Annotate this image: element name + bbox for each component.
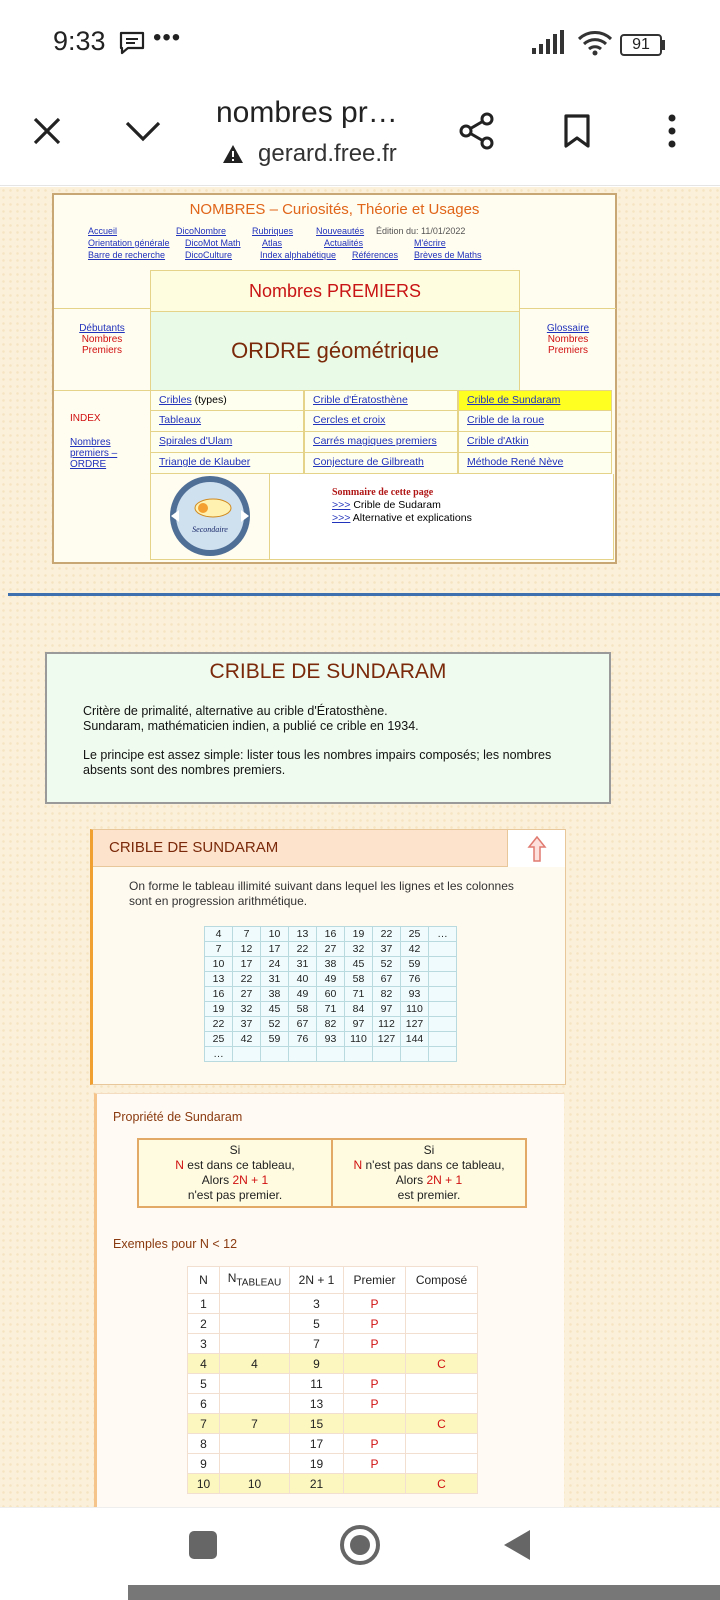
nav-link[interactable]: DicoMot Math bbox=[185, 238, 241, 248]
property-label: Propriété de Sundaram bbox=[113, 1110, 243, 1124]
table-cell bbox=[220, 1294, 290, 1314]
table-cell: 59 bbox=[401, 957, 429, 972]
table-cell: 93 bbox=[317, 1032, 345, 1047]
table-cell: 127 bbox=[373, 1032, 401, 1047]
table-cell: 110 bbox=[401, 1002, 429, 1017]
table-cell: 17 bbox=[233, 957, 261, 972]
nav-link[interactable]: DicoNombre bbox=[176, 226, 227, 236]
table-cell: 22 bbox=[373, 927, 401, 942]
nav-link[interactable]: Rubriques bbox=[252, 226, 294, 236]
property-box bbox=[137, 1138, 527, 1208]
topic-link[interactable] bbox=[150, 432, 304, 453]
glossary-link[interactable] bbox=[520, 308, 616, 390]
home-button[interactable] bbox=[339, 1524, 381, 1566]
table-cell: 58 bbox=[289, 1002, 317, 1017]
site-title: NOMBRES – Curiosités, Théorie et Usages bbox=[189, 201, 480, 218]
table-cell: C bbox=[406, 1354, 478, 1374]
topic-link[interactable] bbox=[304, 411, 458, 432]
nav-link[interactable]: Références bbox=[352, 250, 399, 260]
close-icon bbox=[32, 116, 62, 146]
table-cell: 52 bbox=[261, 1017, 289, 1032]
table-cell: 8 bbox=[188, 1434, 220, 1454]
back-button[interactable] bbox=[502, 1528, 532, 1562]
table-cell bbox=[344, 1474, 406, 1494]
table-cell: 71 bbox=[345, 987, 373, 1002]
index-link-line: Nombres bbox=[70, 437, 111, 448]
table-cell bbox=[220, 1434, 290, 1454]
table-cell bbox=[220, 1394, 290, 1414]
table-cell: P bbox=[344, 1334, 406, 1354]
table-cell: 19 bbox=[205, 1002, 233, 1017]
table-cell: 22 bbox=[289, 942, 317, 957]
crible-title: CRIBLE DE SUNDARAM bbox=[209, 660, 447, 683]
table-row bbox=[205, 1047, 457, 1062]
table-cell bbox=[406, 1454, 478, 1474]
prop-expr: 2N + 1 bbox=[232, 1173, 269, 1187]
topic-link[interactable] bbox=[150, 453, 304, 474]
table-cell: 10 bbox=[205, 957, 233, 972]
beginners-sub-1: Nombres bbox=[81, 334, 123, 345]
examples-label: Exemples pour N < 12 bbox=[113, 1237, 238, 1251]
table-cell bbox=[344, 1354, 406, 1374]
table-cell: 32 bbox=[233, 1002, 261, 1017]
prop-expr: 2N + 1 bbox=[426, 1173, 463, 1187]
table-cell: 82 bbox=[317, 1017, 345, 1032]
nav-link[interactable]: M'écrire bbox=[414, 238, 446, 248]
nav-link[interactable]: Index alphabétique bbox=[260, 250, 337, 260]
table-cell: 3 bbox=[188, 1334, 220, 1354]
nav-link[interactable]: DicoCulture bbox=[185, 250, 233, 260]
table-cell: 19 bbox=[345, 927, 373, 942]
table-cell: 5 bbox=[290, 1314, 344, 1334]
table-cell: 45 bbox=[261, 1002, 289, 1017]
table-cell: 25 bbox=[401, 927, 429, 942]
logo-text: Secondaire bbox=[192, 525, 228, 534]
table-row bbox=[188, 1334, 478, 1354]
table-cell: 21 bbox=[290, 1474, 344, 1494]
table-row bbox=[188, 1394, 478, 1414]
topic-link-label: Carrés magiques premiers bbox=[313, 435, 437, 447]
index-cell bbox=[54, 390, 150, 560]
more-notifications-icon: ••• bbox=[153, 24, 182, 51]
table-cell: 58 bbox=[345, 972, 373, 987]
topic-link-label: Crible de Sundaram bbox=[467, 394, 561, 406]
col-expr: 2N + 1 bbox=[290, 1267, 344, 1294]
url-text: gerard.free.fr bbox=[258, 140, 397, 167]
table-cell: 25 bbox=[205, 1032, 233, 1047]
glossary-sub-2: Premiers bbox=[547, 345, 588, 356]
nav-link[interactable]: Brèves de Maths bbox=[414, 250, 482, 260]
table-cell bbox=[429, 972, 457, 987]
table-row bbox=[188, 1474, 478, 1494]
sundaram-table bbox=[204, 926, 457, 1062]
topic-grid bbox=[150, 390, 614, 474]
table-cell bbox=[429, 942, 457, 957]
bookmark-icon bbox=[563, 114, 591, 148]
table-cell: 15 bbox=[290, 1414, 344, 1434]
table-cell: 5 bbox=[188, 1374, 220, 1394]
table-row bbox=[188, 1414, 478, 1434]
table-row bbox=[188, 1354, 478, 1374]
prop-line3: n'est pas premier. bbox=[187, 1188, 283, 1202]
table-cell bbox=[406, 1394, 478, 1414]
crible-text-1: Critère de primalité, alternative au crible d'Ératosthène. bbox=[83, 704, 388, 718]
status-bar bbox=[0, 0, 720, 80]
table-cell: P bbox=[344, 1294, 406, 1314]
table-cell bbox=[289, 1047, 317, 1062]
table-cell: 10 bbox=[188, 1474, 220, 1494]
section-desc-line: On forme le tableau illimité suivant dans lequel les lignes et les colonnes bbox=[129, 879, 514, 893]
table-cell bbox=[429, 957, 457, 972]
table-cell: 7 bbox=[188, 1414, 220, 1434]
topic-link-current[interactable] bbox=[458, 390, 612, 411]
table-cell: 38 bbox=[317, 957, 345, 972]
table-cell: 17 bbox=[261, 942, 289, 957]
glossary-sub-1: Nombres bbox=[547, 334, 589, 345]
property-left bbox=[139, 1140, 331, 1206]
index-link-line: premiers – bbox=[70, 448, 118, 459]
table-cell: 60 bbox=[317, 987, 345, 1002]
topic-link[interactable] bbox=[458, 411, 612, 432]
table-cell: 144 bbox=[401, 1032, 429, 1047]
prop-line3: est premier. bbox=[397, 1188, 461, 1202]
table-cell: 7 bbox=[205, 942, 233, 957]
topic-link-cribles[interactable] bbox=[150, 390, 304, 411]
topic-link-label: Méthode René Nève bbox=[467, 456, 564, 468]
summary-heading: Sommaire de cette page bbox=[332, 487, 434, 498]
table-cell bbox=[406, 1294, 478, 1314]
menu-button[interactable] bbox=[647, 106, 697, 156]
table-cell: 22 bbox=[205, 1017, 233, 1032]
table-row bbox=[188, 1454, 478, 1474]
topic-link[interactable] bbox=[458, 432, 612, 453]
table-cell: 4 bbox=[205, 927, 233, 942]
table-cell: P bbox=[344, 1314, 406, 1334]
topic-row bbox=[150, 390, 614, 411]
table-cell bbox=[429, 1017, 457, 1032]
page-summary bbox=[270, 474, 614, 560]
summary-item[interactable] bbox=[332, 512, 613, 525]
warning-icon bbox=[222, 144, 244, 164]
table-cell: 10 bbox=[220, 1474, 290, 1494]
table-cell: 16 bbox=[317, 927, 345, 942]
table-cell: 49 bbox=[289, 987, 317, 1002]
col-compose: Composé bbox=[406, 1267, 478, 1294]
table-cell: 42 bbox=[401, 942, 429, 957]
table-row bbox=[205, 1032, 457, 1047]
table-cell: 42 bbox=[233, 1032, 261, 1047]
prop-n: N bbox=[353, 1158, 363, 1172]
topic-link-label: Crible d'Atkin bbox=[467, 435, 529, 447]
topic-link-label: Tableaux bbox=[159, 414, 202, 426]
table-cell: 24 bbox=[261, 957, 289, 972]
table-cell: 19 bbox=[290, 1454, 344, 1474]
table-cell: 12 bbox=[233, 942, 261, 957]
nav-col-2 bbox=[176, 225, 241, 261]
col-ntableau bbox=[220, 1267, 290, 1294]
secondaire-logo-cell bbox=[150, 474, 270, 560]
nav-col-5 bbox=[376, 225, 482, 261]
topic-link-label: Crible d'Ératosthène bbox=[313, 394, 408, 406]
prop-alors: Alors bbox=[395, 1173, 427, 1187]
table-cell: 31 bbox=[261, 972, 289, 987]
table-cell: P bbox=[344, 1374, 406, 1394]
crible-text-3: Le principe est assez simple: lister tous les nombres impairs composés; les nombres bbox=[83, 748, 552, 762]
table-row bbox=[205, 972, 457, 987]
table-row bbox=[188, 1294, 478, 1314]
table-cell: 59 bbox=[261, 1032, 289, 1047]
table-cell: 110 bbox=[345, 1032, 373, 1047]
table-cell: 93 bbox=[401, 987, 429, 1002]
section-desc-line: sont en progression arithmétique. bbox=[129, 894, 308, 908]
section-desc bbox=[129, 879, 539, 909]
table-cell: C bbox=[406, 1414, 478, 1434]
table-cell: 9 bbox=[188, 1454, 220, 1474]
table-cell bbox=[401, 1047, 429, 1062]
site-header bbox=[52, 193, 617, 564]
signal-icon bbox=[532, 30, 566, 54]
table-cell bbox=[220, 1334, 290, 1354]
table-cell bbox=[317, 1047, 345, 1062]
table-cell bbox=[429, 1047, 457, 1062]
table-cell bbox=[406, 1334, 478, 1354]
table-row bbox=[205, 987, 457, 1002]
nav-link[interactable]: Atlas bbox=[262, 238, 283, 248]
prop-line1: n'est pas dans ce tableau, bbox=[362, 1158, 505, 1172]
table-cell bbox=[429, 1032, 457, 1047]
table-cell: P bbox=[344, 1434, 406, 1454]
table-header-row bbox=[188, 1267, 478, 1294]
secondaire-logo[interactable] bbox=[151, 474, 269, 558]
beginners-sub-2: Premiers bbox=[81, 345, 122, 356]
table-cell: 27 bbox=[317, 942, 345, 957]
table-cell: … bbox=[429, 927, 457, 942]
table-cell: 52 bbox=[373, 957, 401, 972]
web-content bbox=[0, 187, 720, 1507]
section-title: CRIBLE DE SUNDARAM bbox=[109, 839, 279, 856]
nav-link[interactable]: Orientation générale bbox=[88, 238, 170, 248]
index-link-line: ORDRE bbox=[70, 459, 107, 470]
table-cell bbox=[429, 987, 457, 1002]
table-cell: 97 bbox=[373, 1002, 401, 1017]
table-cell: 1 bbox=[188, 1294, 220, 1314]
topic-link-label: Triangle de Klauber bbox=[159, 456, 251, 468]
table-cell bbox=[220, 1374, 290, 1394]
message-icon bbox=[118, 30, 146, 56]
table-cell bbox=[261, 1047, 289, 1062]
nav-link[interactable]: Actualités bbox=[324, 238, 364, 248]
topic-row bbox=[150, 453, 614, 474]
page-title: nombres pr… bbox=[216, 96, 398, 129]
beginners-label: Débutants bbox=[79, 323, 125, 334]
table-row bbox=[188, 1434, 478, 1454]
table-cell bbox=[406, 1374, 478, 1394]
col-ntab-main: N bbox=[227, 1271, 237, 1286]
share-button[interactable] bbox=[452, 106, 502, 156]
table-cell: 13 bbox=[289, 927, 317, 942]
table-cell: 10 bbox=[261, 927, 289, 942]
topic-row bbox=[150, 411, 614, 432]
table-cell: 22 bbox=[233, 972, 261, 987]
table-cell: 27 bbox=[233, 987, 261, 1002]
table-row bbox=[205, 942, 457, 957]
summary-arrow: >>> bbox=[332, 499, 351, 511]
wifi-icon bbox=[577, 30, 613, 56]
crible-text-4: absents sont des nombres premiers. bbox=[83, 763, 286, 777]
table-cell: 40 bbox=[289, 972, 317, 987]
table-cell: 38 bbox=[261, 987, 289, 1002]
col-n: N bbox=[188, 1267, 220, 1294]
table-cell bbox=[406, 1434, 478, 1454]
table-cell: 4 bbox=[188, 1354, 220, 1374]
recents-button[interactable] bbox=[188, 1530, 218, 1560]
col-premier: Premier bbox=[344, 1267, 406, 1294]
table-row bbox=[205, 1017, 457, 1032]
crible-text-2: Sundaram, mathématicien indien, a publié ce crible en 1934. bbox=[83, 719, 419, 733]
summary-item-label: Crible de Sudaram bbox=[353, 499, 441, 511]
table-cell: 7 bbox=[220, 1414, 290, 1434]
table-cell bbox=[406, 1314, 478, 1334]
topic-link-label: Cercles et croix bbox=[313, 414, 386, 426]
table-cell: 49 bbox=[317, 972, 345, 987]
table-row bbox=[188, 1314, 478, 1334]
index-link[interactable] bbox=[70, 437, 150, 470]
table-cell: 76 bbox=[289, 1032, 317, 1047]
battery-level: 91 bbox=[620, 34, 662, 56]
nav-link[interactable]: Accueil bbox=[88, 226, 118, 236]
examples-table bbox=[187, 1266, 478, 1494]
share-icon bbox=[458, 112, 496, 150]
primes-title: Nombres PREMIERS bbox=[150, 270, 520, 312]
table-cell: 71 bbox=[317, 1002, 345, 1017]
table-cell: P bbox=[344, 1454, 406, 1474]
nav-col-1 bbox=[88, 225, 170, 261]
table-cell bbox=[233, 1047, 261, 1062]
table-cell: 4 bbox=[220, 1354, 290, 1374]
table-cell: 67 bbox=[289, 1017, 317, 1032]
topic-link[interactable] bbox=[304, 453, 458, 474]
table-cell: C bbox=[406, 1474, 478, 1494]
table-cell: 13 bbox=[290, 1394, 344, 1414]
table-row bbox=[205, 927, 457, 942]
nav-link[interactable]: Nouveautés bbox=[316, 226, 365, 236]
battery-icon bbox=[662, 40, 665, 50]
topic-link[interactable] bbox=[150, 411, 304, 432]
table-cell: 7 bbox=[290, 1334, 344, 1354]
table-row bbox=[188, 1374, 478, 1394]
table-cell bbox=[429, 1002, 457, 1017]
table-cell: 11 bbox=[290, 1374, 344, 1394]
table-cell: 37 bbox=[373, 942, 401, 957]
col-ntab-sub: TABLEAU bbox=[236, 1277, 282, 1289]
table-cell: 2 bbox=[188, 1314, 220, 1334]
topic-row bbox=[150, 432, 614, 453]
beginners-link[interactable] bbox=[54, 308, 150, 390]
topic-link[interactable] bbox=[458, 453, 612, 474]
glossary-label: Glossaire bbox=[546, 323, 590, 334]
table-cell: 3 bbox=[290, 1294, 344, 1314]
property-section bbox=[94, 1093, 564, 1507]
table-cell: 82 bbox=[373, 987, 401, 1002]
property-right bbox=[331, 1140, 525, 1206]
prop-alors: Alors bbox=[201, 1173, 233, 1187]
more-vert-icon bbox=[667, 114, 677, 148]
prop-n: N bbox=[175, 1158, 184, 1172]
table-cell bbox=[220, 1454, 290, 1474]
summary-arrow: >>> bbox=[332, 512, 351, 524]
edition-date: Édition du: 11/01/2022 bbox=[376, 226, 466, 236]
topic-suffix: (types) bbox=[191, 394, 227, 406]
table-cell: … bbox=[205, 1047, 233, 1062]
summary-item-label: Alternative et explications bbox=[352, 512, 472, 524]
table-cell: 6 bbox=[188, 1394, 220, 1414]
table-cell: 32 bbox=[345, 942, 373, 957]
topic-link-label: Conjecture de Gilbreath bbox=[313, 456, 424, 468]
table-cell bbox=[345, 1047, 373, 1062]
table-cell: 9 bbox=[290, 1354, 344, 1374]
topic-link[interactable] bbox=[304, 432, 458, 453]
table-cell: 127 bbox=[401, 1017, 429, 1032]
url-display[interactable] bbox=[222, 140, 397, 168]
close-button[interactable] bbox=[22, 106, 72, 156]
table-cell: 13 bbox=[205, 972, 233, 987]
table-cell: 16 bbox=[205, 987, 233, 1002]
table-row bbox=[205, 957, 457, 972]
status-time: 9:33 bbox=[53, 26, 106, 56]
bookmark-button[interactable] bbox=[552, 106, 602, 156]
table-cell: 84 bbox=[345, 1002, 373, 1017]
table-cell: 112 bbox=[373, 1017, 401, 1032]
section-header bbox=[93, 830, 565, 867]
table-cell: 97 bbox=[345, 1017, 373, 1032]
sundaram-table-section bbox=[90, 829, 566, 1085]
topic-link-label: Spirales d'Ulam bbox=[159, 435, 233, 447]
table-cell bbox=[344, 1414, 406, 1434]
crible-intro bbox=[45, 652, 611, 804]
chevron-down-icon bbox=[125, 120, 161, 142]
arrow-up-icon bbox=[527, 835, 547, 863]
table-cell: 45 bbox=[345, 957, 373, 972]
table-row bbox=[205, 1002, 457, 1017]
table-cell: 67 bbox=[373, 972, 401, 987]
ordre-title: ORDRE géométrique bbox=[150, 312, 520, 390]
topic-link[interactable] bbox=[304, 390, 458, 411]
minimize-button[interactable] bbox=[118, 106, 168, 156]
back-to-top-button[interactable] bbox=[507, 830, 565, 867]
table-cell bbox=[373, 1047, 401, 1062]
table-cell: 37 bbox=[233, 1017, 261, 1032]
table-cell: 17 bbox=[290, 1434, 344, 1454]
browser-toolbar bbox=[0, 80, 720, 186]
table-cell: 7 bbox=[233, 927, 261, 942]
index-label: INDEX bbox=[70, 413, 101, 424]
table-cell bbox=[220, 1314, 290, 1334]
divider bbox=[8, 593, 720, 596]
summary-item[interactable] bbox=[332, 499, 613, 512]
table-cell: 76 bbox=[401, 972, 429, 987]
prop-si: Si bbox=[229, 1143, 241, 1157]
topic-link-label: Cribles bbox=[159, 394, 192, 406]
table-cell: 31 bbox=[289, 957, 317, 972]
table-cell: P bbox=[344, 1394, 406, 1414]
android-nav-bar bbox=[0, 1507, 720, 1600]
topic-link-label: Crible de la roue bbox=[467, 414, 545, 426]
nav-link[interactable]: Barre de recherche bbox=[88, 250, 166, 260]
prop-si: Si bbox=[423, 1143, 435, 1157]
prop-line1: est dans ce tableau, bbox=[183, 1158, 295, 1172]
gesture-bar bbox=[128, 1585, 720, 1600]
